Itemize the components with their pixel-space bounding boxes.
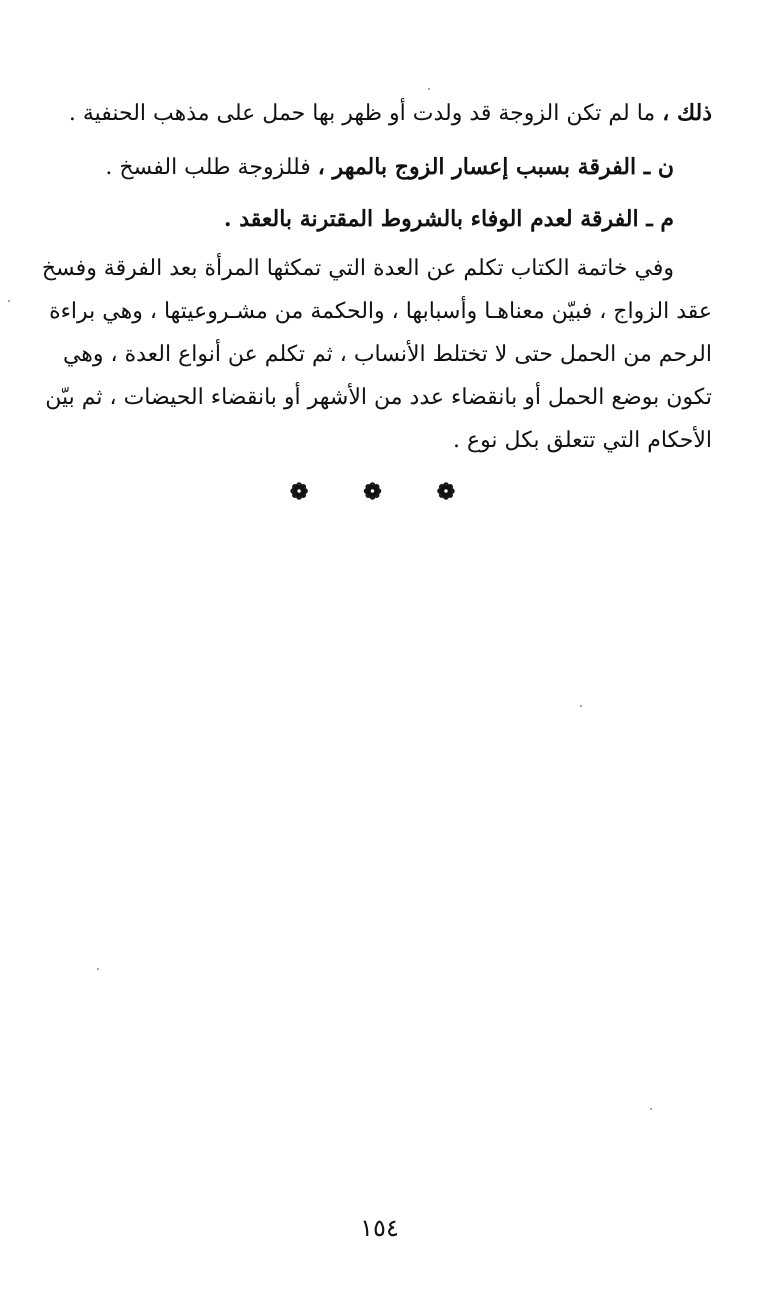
paper-speck	[580, 705, 582, 707]
list-item-heading: م ـ الفرقة لعدم الوفاء بالشروط المقترنة بالعقد .	[223, 206, 674, 232]
paragraph-line: تكون بوضع الحمل أو بانقضاء عدد من الأشهر أو بانقضاء الحيضات ، ثم بيّن	[45, 385, 712, 410]
flower-ornament-icon: ❁	[289, 479, 323, 505]
line-text: ما لم تكن الزوجة قد ولدت أو ظهر بها حمل على مذهب الحنفية .	[68, 101, 663, 126]
list-item-line	[40, 198, 712, 241]
paragraph-line: الأحكام التي تتعلق بكل نوع .	[452, 428, 712, 453]
text-line-1	[40, 92, 712, 135]
paper-speck	[97, 968, 99, 970]
paper-speck	[650, 1108, 652, 1110]
flower-ornament-icon: ❁	[436, 479, 470, 505]
list-item-mim	[40, 198, 712, 241]
closing-paragraph	[40, 247, 712, 462]
list-item-text: فللزوجة طلب الفسخ .	[105, 155, 318, 180]
flower-ornament-icon: ❁	[363, 479, 396, 505]
paragraph-line: عقد الزواج ، فبيّن معناهـا وأسبابها ، والحكمة من مشـروعيتها ، وهي براءة	[49, 299, 712, 324]
paragraph-line: الرحم من الحمل حتى لا تختلط الأنساب ، ثم تكلم عن أنواع العدة ، وهي	[62, 342, 712, 367]
section-divider	[0, 479, 759, 505]
paper-speck	[8, 300, 10, 302]
line-lead-bold: ذلك ،	[662, 100, 712, 126]
page-number: ١٥٤	[360, 1214, 399, 1242]
list-item-nun	[40, 146, 712, 189]
line-continuation	[40, 92, 712, 135]
list-item-heading: ن ـ الفرقة بسبب إعسار الزوج بالمهر ،	[317, 154, 674, 180]
paragraph-line: وفي خاتمة الكتاب تكلم عن العدة التي تمكثها المرأة بعد الفرقة وفسخ	[41, 256, 674, 281]
list-item-line	[40, 146, 712, 189]
paper-speck	[428, 88, 430, 90]
